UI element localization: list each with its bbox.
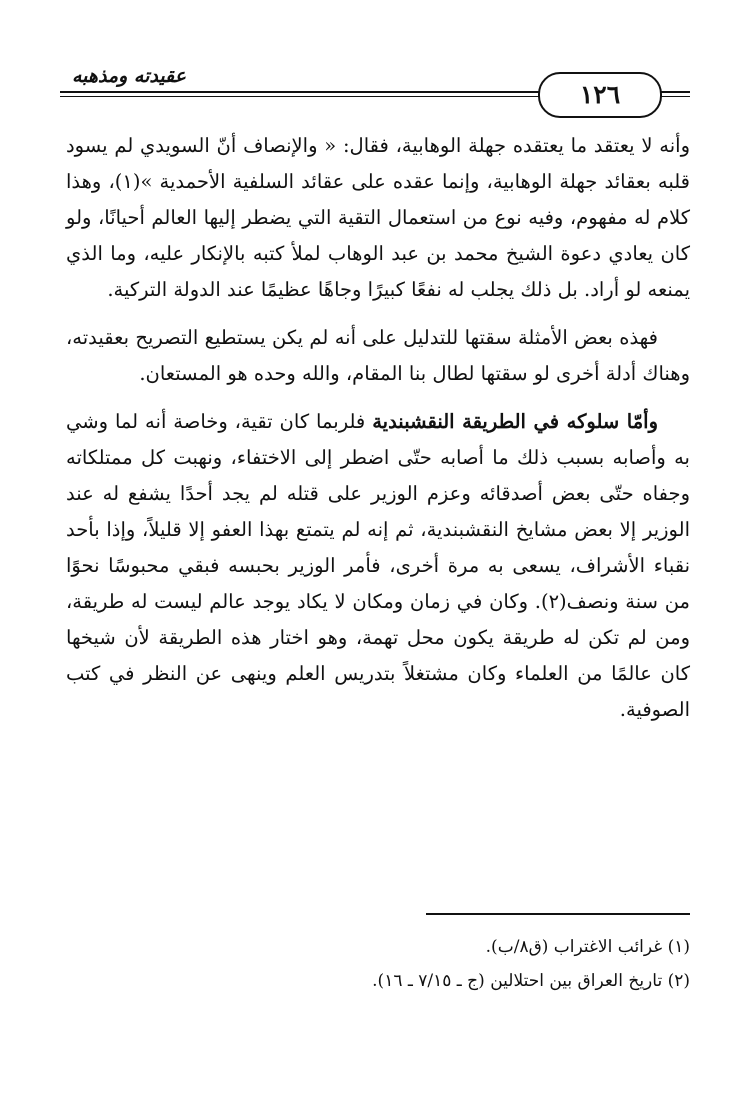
running-title: عقيدته ومذهبه	[72, 65, 187, 87]
paragraph-3-text: فلربما كان تقية، وخاصة أنه لما وشي به وأصابه بسبب ذلك ما أصابه حتّى اضطر إلى الاختفاء، ونهبت كل ممتلكاته وجفاه حتّى بعض أصدقائه وعزم الوزير على قتله لم يجد أحدًا يشفع له عند الوزير إلا بعض مشايخ النقشبندية، ثم إنه لم يتمتع بهذا العفو إلا قليلاً، وإذا بأحد نقباء الأشراف، يسعى به مرة أخرى، فأمر الوزير بحبسه فبقي محبوسًا نحوًا من سنة ونصف(٢). وكان في زمان ومكان لا يكاد يوجد عالم ليست له طريقة، ومن لم تكن له طريقة يكون محل تهمة، وهو اختار هذه الطريقة لأن شيخها كان عالمًا من العلماء وكان مشتغلاً بتدريس العلم وينهى عن النظر في كتب الصوفية.	[66, 410, 690, 721]
footnote-1: (١) غرائب الاغتراب (ق٨/ب).	[485, 937, 690, 957]
footnote-separator	[426, 913, 690, 915]
paragraph-3-heading: وأمّا سلوكه في الطريقة النقشبندية	[372, 410, 658, 433]
paragraph-3	[66, 404, 690, 728]
body-text	[66, 128, 690, 740]
page-header	[60, 55, 690, 115]
paragraph-2: فهذه بعض الأمثلة سقتها للتدليل على أنه لم يكن يستطيع التصريح بعقيدته، وهناك أدلة أخرى لو سقتها لطال بنا المقام، والله وحده هو المستعان.	[66, 326, 690, 385]
paragraph-1: وأنه لا يعتقد ما يعتقده جهلة الوهابية، فقال: « والإنصاف أنّ السويدي لم يسود قلبه بعقائد جهلة الوهابية، وإنما عقده على عقائد السلفية الأحمدية »(١)، وهذا كلام له مفهوم، وفيه نوع من استعمال التقية التي يضطر إليها العالم أحيانًا، ولو كان يعادي دعوة الشيخ محمد بن عبد الوهاب لملأ كتبه بالإنكار عليه، وما الذي يمنعه لو أراد. بل ذلك يجلب له نفعًا كبيرًا وجاهًا عظيمًا عند الدولة التركية.	[66, 134, 691, 301]
footnotes	[66, 930, 690, 998]
page-number: ١٢٦	[538, 72, 662, 118]
footnote-2: (٢) تاريخ العراق بين احتلالين (ج ـ ٧/١٥ ـ ١٦).	[372, 971, 690, 991]
